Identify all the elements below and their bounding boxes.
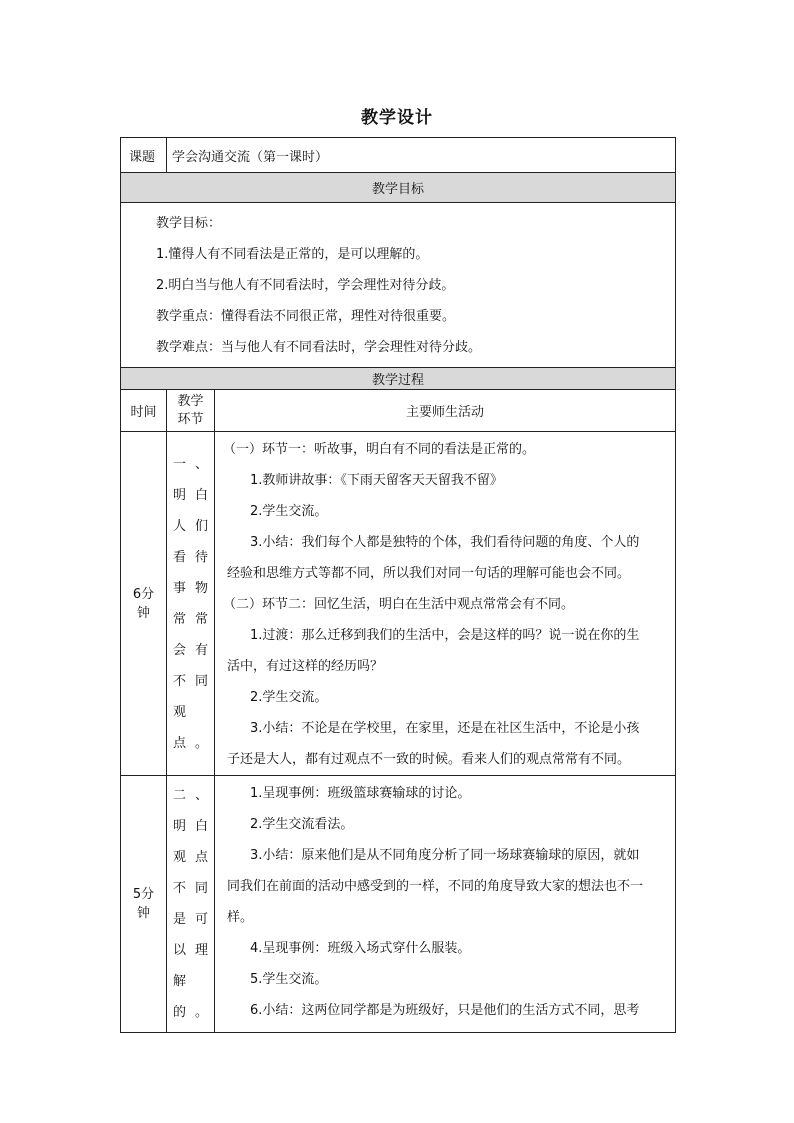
col-section-header: 教学环节 bbox=[167, 390, 215, 432]
process-row bbox=[121, 432, 676, 776]
process-row bbox=[121, 776, 676, 1033]
activity-line: 同我们在前面的活动中感受到的一样，不同的角度导致大家的想法也不一 bbox=[227, 879, 644, 894]
activity-line: 5.学生交流。 bbox=[250, 972, 328, 987]
activity-line: 2.学生交流看法。 bbox=[250, 817, 354, 832]
course-value: 学会沟通交流（第一课时） bbox=[167, 138, 676, 173]
activity-line: 6.小结：这两位同学都是为班级好，只是他们的生活方式不同，思考 bbox=[250, 1003, 640, 1018]
objective-line: 2.明白当与他人有不同看法时，学会理性对待分歧。 bbox=[156, 278, 455, 293]
row-activities bbox=[215, 432, 676, 776]
activity-line: （一）环节一：听故事，明白有不同的看法是正常的。 bbox=[223, 442, 536, 457]
activity-line: 子还是大人，都有过观点不一致的时候。看来人们的观点常常有不同。 bbox=[227, 752, 631, 767]
process-column-headers bbox=[121, 390, 676, 432]
objective-line: 教学难点：当与他人有不同看法时，学会理性对待分歧。 bbox=[156, 340, 482, 355]
course-label: 课题 bbox=[121, 138, 167, 173]
lesson-plan-table bbox=[120, 137, 676, 1033]
objective-line: 教学重点：懂得看法不同很正常，理性对待很重要。 bbox=[156, 309, 456, 324]
activity-line: 3.小结：我们每个人都是独特的个体，我们看待问题的角度、个人的 bbox=[250, 535, 640, 550]
course-row bbox=[121, 138, 676, 173]
activity-line: 1.呈现事例：班级篮球赛输球的讨论。 bbox=[250, 786, 471, 801]
objective-line: 教学目标： bbox=[156, 216, 222, 231]
activity-line: 2.学生交流。 bbox=[250, 690, 328, 705]
row-time: 5分钟 bbox=[121, 776, 167, 1033]
activity-line: 2.学生交流。 bbox=[250, 504, 328, 519]
row-section: 二、明白观点不同是可以理解的。 bbox=[167, 776, 215, 1033]
col-activity-header: 主要师生活动 bbox=[215, 390, 676, 432]
activity-line: 1.过渡：那么迁移到我们的生活中，会是这样的吗？说一说在你的生 bbox=[250, 628, 640, 643]
objectives-header: 教学目标 bbox=[121, 173, 676, 203]
activity-line: 3.小结：原来他们是从不同角度分析了同一场球赛输球的原因，就如 bbox=[250, 848, 640, 863]
process-header: 教学过程 bbox=[121, 368, 676, 390]
activity-line: 经验和思维方式等都不同，所以我们对同一句话的理解可能也会不同。 bbox=[227, 566, 631, 581]
objectives-body bbox=[121, 203, 676, 368]
activity-line: 活中，有过这样的经历吗？ bbox=[227, 659, 384, 674]
row-time: 6分钟 bbox=[121, 432, 167, 776]
objective-line: 1.懂得人有不同看法是正常的，是可以理解的。 bbox=[156, 247, 429, 262]
activity-line: （二）环节二：回忆生活，明白在生活中观点常常会有不同。 bbox=[223, 597, 575, 612]
row-activities bbox=[215, 776, 676, 1033]
activity-line: 1.教师讲故事：《下雨天留客天天留我不留》 bbox=[250, 473, 503, 488]
activity-line: 3.小结：不论是在学校里，在家里，还是在社区生活中，不论是小孩 bbox=[250, 721, 640, 736]
col-time-header: 时间 bbox=[121, 390, 167, 432]
activity-line: 样。 bbox=[227, 910, 254, 925]
row-section: 一、明白人们看待事物常常会有不同观点。 bbox=[167, 432, 215, 776]
document-title: 教学设计 bbox=[361, 108, 433, 128]
activity-line: 4.呈现事例：班级入场式穿什么服装。 bbox=[250, 941, 471, 956]
